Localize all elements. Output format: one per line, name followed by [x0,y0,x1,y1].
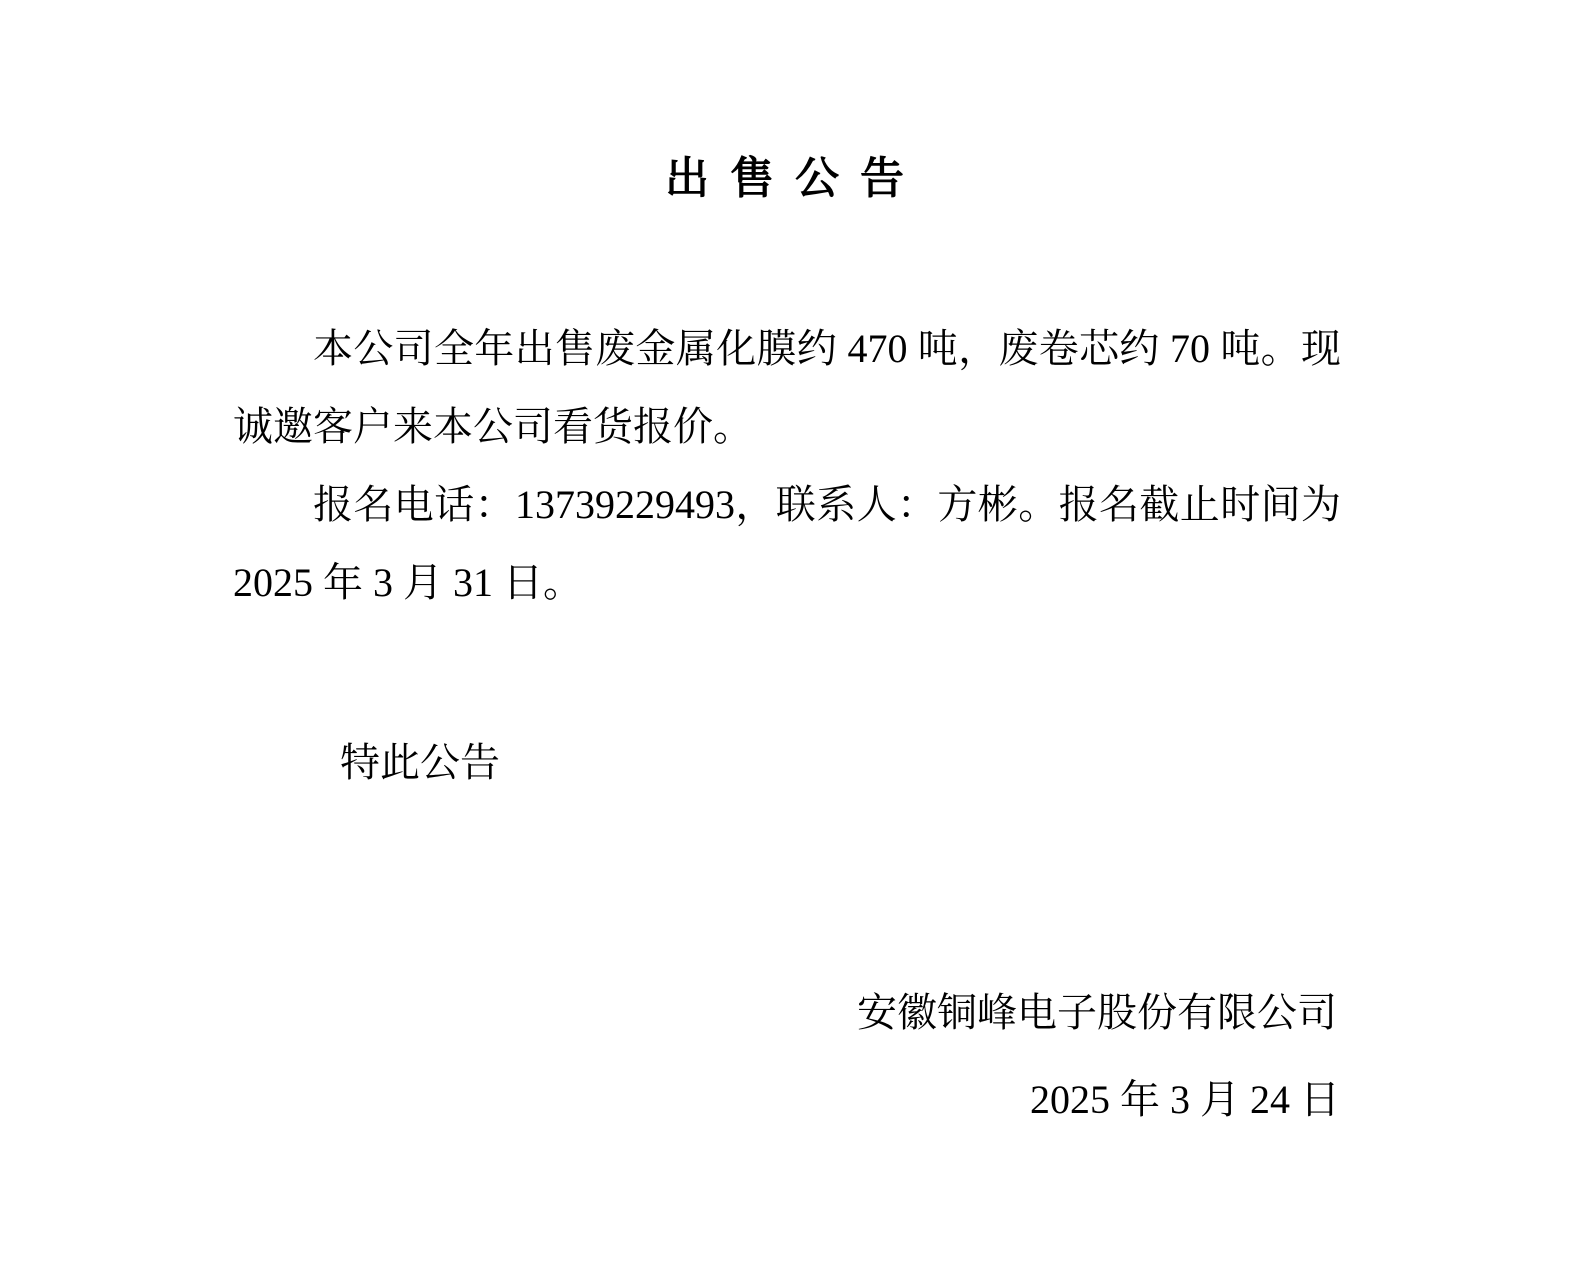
document-body [233,310,1341,622]
document-title: 出 售 公 告 [665,154,909,203]
signature-company: 安徽铜峰电子股份有限公司 [857,990,1337,1035]
paragraph-line: 报名电话：13739229493，联系人：方彬。报名截止时间为 [313,482,1341,527]
paragraph-line: 本公司全年出售废金属化膜约 470 吨，废卷芯约 70 吨。现 [313,326,1341,371]
paragraph-line: 诚邀客户来本公司看货报价。 [233,404,753,449]
closing-statement: 特此公告 [340,740,500,785]
signature-date: 2025 年 3 月 24 日 [1030,1077,1340,1122]
paragraph-line: 2025 年 3 月 31 日。 [233,560,583,605]
